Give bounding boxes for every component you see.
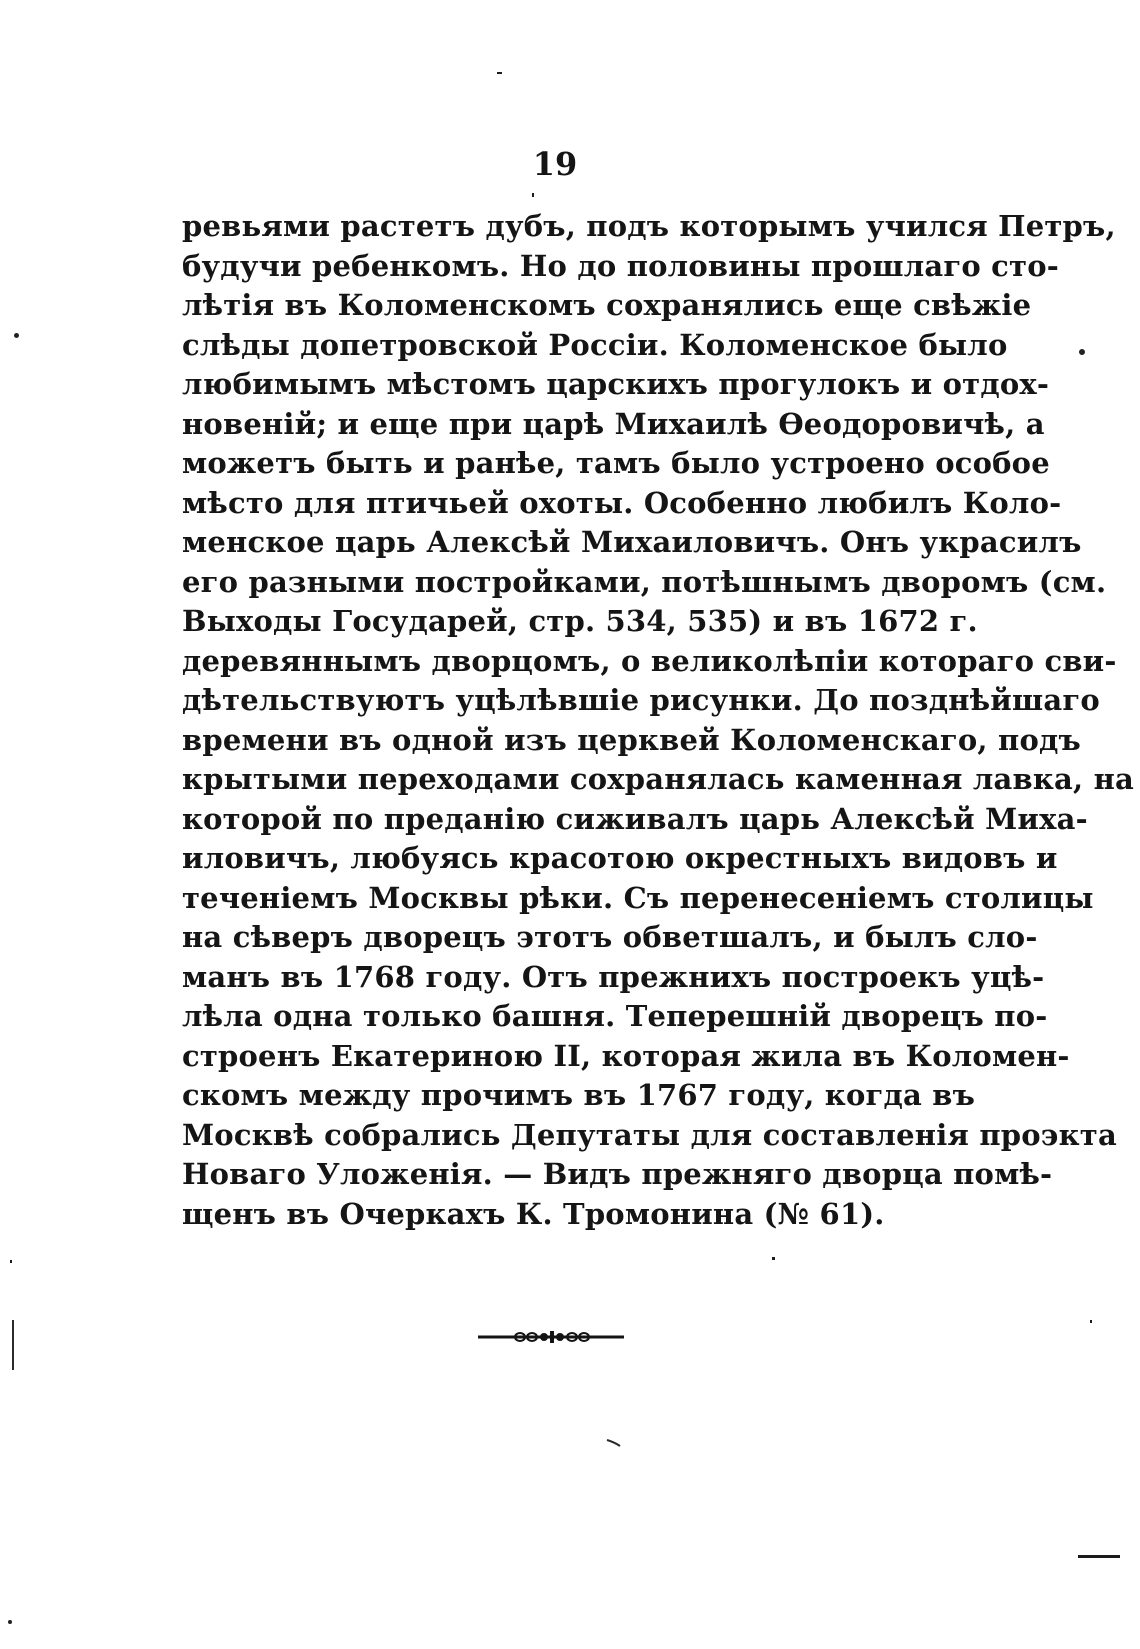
text-line: иловичъ, любуясь красотою окрестныхъ видовъ и [182,841,1058,875]
text-line: теченіемъ Москвы рѣки. Съ перенесеніемъ столицы [182,880,1094,915]
text-line: лѣла одна только башня. Теперешній дворецъ по- [182,999,1048,1033]
scan-speck [772,1257,775,1260]
text-line: которой по преданію сиживалъ царь Алексѣй Миха- [182,801,1088,836]
text-line: новеній; и еще при царѣ Михаилѣ Ѳеодоровичѣ, а [182,406,1045,441]
text-line: ревьями растетъ дубъ, подъ которымъ учился Петръ, [182,209,1116,243]
text-line: скомъ между прочимъ въ 1767 году, когда въ [182,1078,976,1112]
scan-speck [497,72,502,74]
scan-edge-mark [12,1320,14,1370]
text-line: мѣсто для птичьей охоты. Особенно любилъ Коло- [182,485,1062,520]
scan-speck [8,1620,12,1624]
text-line: лѣтія въ Коломенскомъ сохранялись еще свѣжіе [182,288,1032,322]
ornament-divider [476,1330,626,1344]
text-line: менское царь Алексѣй Михаиловичъ. Онъ украсилъ [182,525,1082,559]
text-line: щенъ въ Очеркахъ К. Тромонина (№ 61). [182,1196,885,1231]
text-line: строенъ Екатериною II, которая жила въ Коломен- [182,1038,1070,1073]
text-line: любимымъ мѣстомъ царскихъ прогулокъ и отдох- [182,367,1050,401]
text-line: на сѣверъ дворецъ этотъ обветшалъ, и былъ сло- [182,920,1038,954]
body-text [182,207,1135,1234]
scan-speck [14,333,19,338]
text-line: будучи ребенкомъ. Но до половины прошлаго сто- [182,248,1059,283]
text-line: дѣтельствуютъ уцѣлѣвшіе рисунки. До позднѣйшаго [182,683,1100,717]
text-line: Москвѣ собрались Депутаты для составленія проэкта [182,1117,1117,1152]
text-line: манъ въ 1768 году. Отъ прежнихъ построекъ уцѣ- [182,959,1045,994]
scan-mark [606,1438,622,1448]
text-line: его разными постройками, потѣшнымъ дворомъ (см. [182,564,1107,599]
text-line: времени въ одной изъ церквей Коломенскаго, подъ [182,722,1081,757]
scan-speck [1090,1320,1092,1323]
scan-speck [1079,349,1085,355]
text-line: Выходы Государей, стр. 534, 535) и въ 1672 г. [182,604,978,638]
scan-speck [10,1260,12,1263]
text-line: деревяннымъ дворцомъ, о великолѣпіи котораго сви- [182,643,1117,678]
text-line: Новаго Уложенія. — Видъ прежняго дворца помѣ- [182,1157,1053,1191]
text-line: крытыми переходами сохранялась каменная лавка, на [182,762,1135,796]
scan-edge-bar [1078,1555,1120,1558]
scan-speck [532,193,534,197]
page-number: 19 [532,145,578,183]
text-line: слѣды допетровской Россіи. Коломенское было [182,327,1008,362]
text-line: можетъ быть и ранѣе, тамъ было устроено особое [182,446,1050,480]
